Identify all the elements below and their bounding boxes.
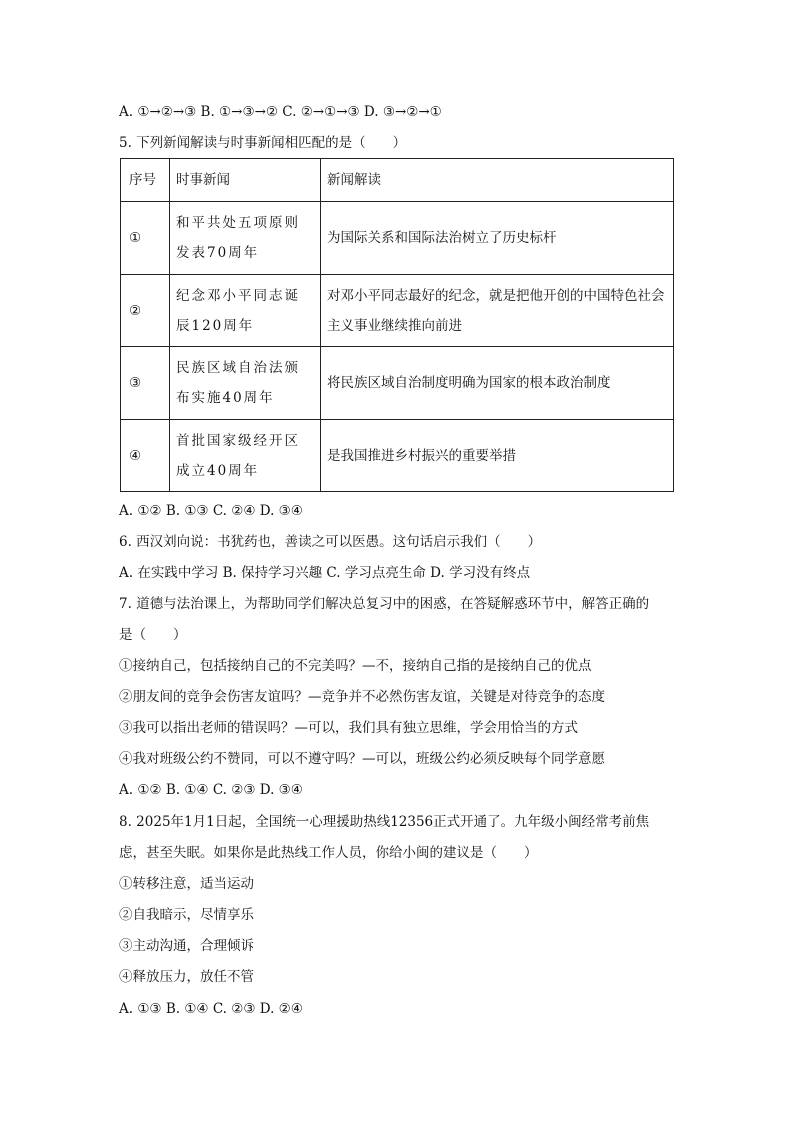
row-reading <box>321 420 674 492</box>
q7-stem-line2: 是（ ） <box>119 627 187 643</box>
q7-item-4: ④我对班级公约不赞同，可以不遵守吗？—可以，班级公约必须反映每个同学意愿 <box>119 751 605 767</box>
table-row <box>121 347 674 420</box>
table-row <box>121 202 674 275</box>
q6-options: A. 在实践中学习 B. 保持学习兴趣 C. 学习点亮生命 D. 学习没有终点 <box>119 565 531 581</box>
row-reading-text: 对邓小平同志最好的纪念，就是把他开创的中国特色社会主义事业继续推向前进 <box>327 287 665 334</box>
q8-item-4: ④释放压力，放任不管 <box>119 969 254 985</box>
q6-stem: 6. 西汉刘向说：书犹药也，善读之可以医愚。这句话启示我们（ ） <box>119 534 542 550</box>
table-row <box>121 275 674 347</box>
row-no: ② <box>121 275 170 347</box>
q4-options: A. ①→②→③ B. ①→③→② C. ②→①→③ D. ③→②→① <box>119 104 442 120</box>
q8-item-2: ②自我暗示，尽情享乐 <box>119 907 254 923</box>
q7-item-1: ①接纳自己，包括接纳自己的不完美吗？—不，接纳自己指的是接纳自己的优点 <box>119 658 592 674</box>
row-news-text: 纪念邓小平同志诞辰120周年 <box>176 287 300 334</box>
row-news <box>170 347 321 420</box>
header-reading: 新闻解读 <box>321 159 674 202</box>
row-reading-text: 为国际关系和国际法治树立了历史标杆 <box>327 230 557 246</box>
q8-item-3: ③主动沟通，合理倾诉 <box>119 938 254 954</box>
row-news-text: 民族区域自治法颁布实施40周年 <box>176 360 300 406</box>
q8-stem-line2: 虑，甚至失眠。如果你是此热线工作人员，你给小闽的建议是（ ） <box>119 845 538 861</box>
table-row <box>121 420 674 492</box>
row-reading <box>321 202 674 275</box>
q7-stem-line1: 7. 道德与法治课上，为帮助同学们解决总复习中的困惑，在答疑解惑环节中，解答正确的 <box>119 596 650 612</box>
header-no: 序号 <box>121 159 170 202</box>
q8-options: A. ①③ B. ①④ C. ②③ D. ②④ <box>119 1001 303 1017</box>
row-news-text: 和平共处五项原则发表70周年 <box>176 215 300 261</box>
header-news: 时事新闻 <box>170 159 321 202</box>
row-no: ① <box>121 202 170 275</box>
row-reading-text: 是我国推进乡村振兴的重要举措 <box>327 447 516 464</box>
row-news <box>170 275 321 347</box>
row-reading <box>321 275 674 347</box>
row-news <box>170 202 321 275</box>
q7-options: A. ①② B. ①④ C. ②③ D. ③④ <box>119 782 303 798</box>
q8-item-1: ①转移注意，适当运动 <box>119 876 254 892</box>
q7-item-2: ②朋友间的竞争会伤害友谊吗？—竞争并不必然伤害友谊，关键是对待竞争的态度 <box>119 689 605 705</box>
q5-options: A. ①② B. ①③ C. ②④ D. ③④ <box>119 503 303 519</box>
q5-stem: 5. 下列新闻解读与时事新闻相匹配的是（ ） <box>119 135 407 151</box>
table-header-row <box>121 159 674 202</box>
row-news <box>170 420 321 492</box>
row-news-text: 首批国家级经开区成立40周年 <box>176 432 300 479</box>
row-reading <box>321 347 674 420</box>
q8-stem-line1: 8. 2025年1月1日起，全国统一心理援助热线12356正式开通了。九年级小闽经常考前焦 <box>119 814 650 830</box>
row-no: ④ <box>121 420 170 492</box>
q7-item-3: ③我可以指出老师的错误吗？—可以，我们具有独立思维，学会用恰当的方式 <box>119 720 578 736</box>
row-reading-text: 将民族区域自治制度明确为国家的根本政治制度 <box>327 375 611 391</box>
row-no: ③ <box>121 347 170 420</box>
news-table <box>120 158 674 492</box>
